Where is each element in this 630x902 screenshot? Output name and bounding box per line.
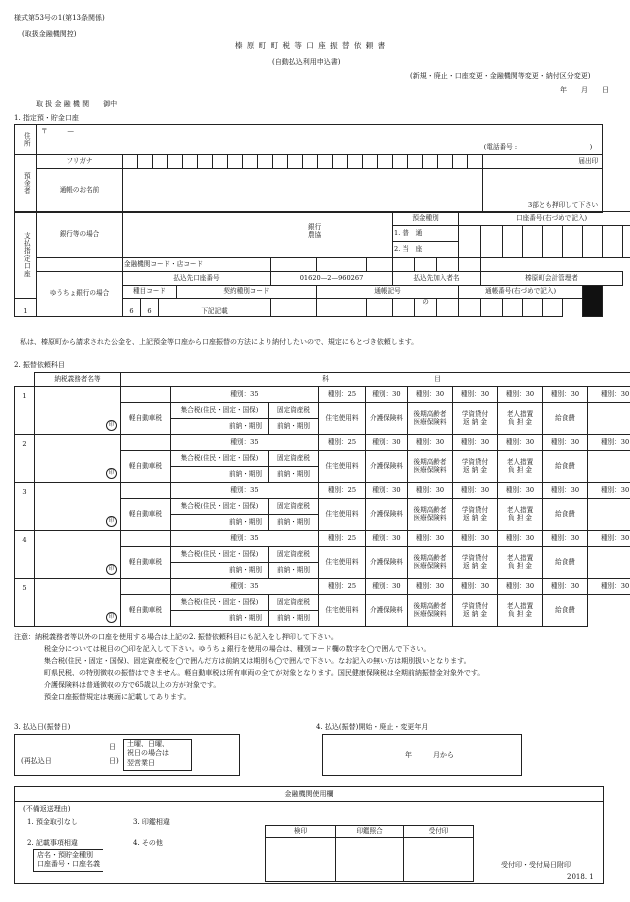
zennou-kibetsu[interactable]: 前納・期別 [171, 563, 269, 579]
code-30[interactable]: 種別：30 [408, 531, 453, 547]
zennou-kibetsu[interactable]: 前納・期別 [171, 419, 269, 435]
code-30[interactable]: 種別：30 [543, 387, 588, 403]
kaigo-premium[interactable]: 介護保険料 [366, 451, 408, 483]
taxpayer-name-field[interactable] [35, 387, 121, 435]
code-30[interactable]: 種別：30 [366, 387, 408, 403]
reason-3: 3. 印鑑相違 [133, 818, 170, 826]
code-30[interactable]: 種別：30 [543, 531, 588, 547]
bank-code-label: 金融機関コード・店コード [123, 258, 271, 272]
deposit-type-toza[interactable]: 2. 当 座 [393, 242, 459, 258]
depositor-table [14, 124, 603, 213]
section4-title: 4. 払込(振替)開始・廃止・変更年月 [316, 723, 429, 731]
rojin-charge[interactable]: 老人措置 負 担 金 [498, 595, 543, 627]
kotei-tax[interactable]: 固定資産税 [269, 499, 319, 515]
copy-note: (取扱金融機関控) [22, 30, 77, 38]
kyushoku-fee[interactable]: 給食費 [543, 499, 588, 531]
jutaku-fee[interactable]: 住宅使用料 [319, 499, 366, 531]
blank-cell [121, 579, 171, 595]
type-code-digit: 1 [15, 299, 37, 317]
reason-2b: 口座番号・口座名義 [37, 860, 100, 869]
form-number: 様式第53号の1(第13条関係) [14, 14, 105, 22]
taxpayer-name-field[interactable] [35, 483, 121, 531]
kotei-tax[interactable]: 固定資産税 [269, 595, 319, 611]
jutaku-fee[interactable]: 住宅使用料 [319, 547, 366, 579]
passbook-no-label: 通帳番号(右づめで記入) [459, 286, 583, 299]
request-types: (新規・廃止・口座変更・金融機関等変更・納付区分変更) [410, 72, 591, 80]
taxpayer-name-field[interactable] [35, 531, 121, 579]
code-30[interactable]: 種別：30 [543, 483, 588, 499]
phone-field[interactable]: (電話番号 : ) [483, 143, 593, 152]
kaigo-premium[interactable]: 介護保険料 [366, 499, 408, 531]
type-code-digit: 6 [141, 299, 159, 317]
code-30[interactable]: 種別：30 [498, 531, 543, 547]
code-30[interactable]: 種別：30 [588, 531, 630, 547]
rojin-charge[interactable]: 老人措置 負 担 金 [498, 499, 543, 531]
code-30[interactable]: 種別：30 [498, 483, 543, 499]
no-char: の [415, 299, 437, 317]
zennou-kibetsu[interactable]: 前納・期別 [171, 515, 269, 531]
shugo-tax[interactable]: 集合税(住民・固定・国保) [171, 403, 269, 419]
furigana-label: フリガナ [37, 155, 123, 169]
payee-account-no: 01620—2—960267 [271, 272, 393, 286]
code-30[interactable]: 種別：30 [366, 435, 408, 451]
row-number: 2 [15, 435, 35, 483]
address-field[interactable] [37, 125, 603, 155]
code-30[interactable]: 種別：30 [408, 387, 453, 403]
section2-title: 2. 振替依頼科目 [14, 361, 65, 369]
seal-mark: 印 [106, 612, 117, 623]
kyushoku-fee[interactable]: 給食費 [543, 451, 588, 483]
code-35[interactable]: 種別：35 [171, 531, 319, 547]
code-30[interactable]: 種別：30 [543, 579, 588, 595]
zennou-kibetsu[interactable]: 前納・期別 [269, 419, 319, 435]
code-30[interactable]: 種別：30 [408, 579, 453, 595]
bank-use-title: 金融機関使用欄 [15, 787, 603, 802]
code-25[interactable]: 種別：25 [319, 579, 366, 595]
account-name-label: 通帳のお名前 [37, 169, 123, 213]
reason-1: 1. 預金取引なし [27, 818, 78, 826]
transfer-items-table [14, 372, 630, 627]
shugo-tax[interactable]: 集合税(住民・固定・国保) [171, 547, 269, 563]
uketsuke-box[interactable] [404, 838, 474, 882]
koki-premium[interactable]: 後期高齢者 医療保険料 [408, 595, 453, 627]
seal-note[interactable]: 3部とも押印して下さい [483, 169, 603, 213]
koki-premium[interactable]: 後期高齢者 医療保険料 [408, 403, 453, 435]
type-code-digit: 6 [123, 299, 141, 317]
koki-premium[interactable]: 後期高齢者 医療保険料 [408, 451, 453, 483]
code-25[interactable]: 種別：25 [319, 435, 366, 451]
code-30[interactable]: 種別：30 [453, 483, 498, 499]
code-30[interactable]: 種別：30 [498, 387, 543, 403]
reason-2: 2. 記載事項相違 [27, 839, 78, 847]
zennou-kibetsu[interactable]: 前納・期別 [269, 563, 319, 579]
code-30[interactable]: 種別：30 [408, 435, 453, 451]
addressee: 取 扱 金 融 機 関 御中 [36, 100, 118, 108]
gakushi-repay[interactable]: 学資貸付 返 納 金 [453, 595, 498, 627]
blank-cell [121, 435, 171, 451]
gakushi-repay[interactable]: 学資貸付 返 納 金 [453, 499, 498, 531]
blank-cell [121, 483, 171, 499]
code-35[interactable]: 種別：35 [171, 435, 319, 451]
seal-mark: 印 [106, 564, 117, 575]
section3-title: 3. 払込日(振替日) [14, 723, 71, 731]
depositor-label: 預金者 [15, 155, 37, 213]
code-30[interactable]: 種別：30 [408, 483, 453, 499]
seal-mark: 印 [106, 468, 117, 479]
seal-label: 届出印 [483, 155, 603, 169]
account-no-label: 口座番号(右づめで記入) [459, 212, 630, 226]
items-header: 科 目 [121, 373, 630, 387]
koki-premium[interactable]: 後期高齢者 医療保険料 [408, 547, 453, 579]
code-30[interactable]: 種別：30 [498, 579, 543, 595]
zennou-kibetsu[interactable]: 前納・期別 [269, 611, 319, 627]
rojin-charge[interactable]: 老人措置 負 担 金 [498, 451, 543, 483]
kaigo-premium[interactable]: 介護保険料 [366, 403, 408, 435]
contract-code-note: 下記記載 [159, 299, 271, 317]
code-35[interactable]: 種別：35 [171, 579, 319, 595]
code-30[interactable]: 種別：30 [588, 387, 630, 403]
kaigo-premium[interactable]: 介護保険料 [366, 547, 408, 579]
code-30[interactable]: 種別：30 [366, 579, 408, 595]
shugo-tax[interactable]: 集合税(住民・固定・国保) [171, 499, 269, 515]
rojin-charge[interactable]: 老人措置 負 担 金 [498, 403, 543, 435]
code-25[interactable]: 種別：25 [319, 531, 366, 547]
address-label: 住所 [15, 125, 37, 155]
code-30[interactable]: 種別：30 [453, 579, 498, 595]
code-30[interactable]: 種別：30 [366, 483, 408, 499]
form-subtitle: (自動払込利用申込書) [272, 58, 341, 66]
form-version: 2018. 1 [567, 873, 594, 881]
row-number: 1 [15, 387, 35, 435]
section1-title: 1. 指定預・貯金口座 [14, 114, 79, 122]
inkan-box[interactable] [336, 838, 404, 882]
shugo-tax[interactable]: 集合税(住民・固定・国保) [171, 595, 269, 611]
receipt-date-stamp-label: 受付印・受付局日附印 [501, 861, 571, 869]
inkan-label: 印鑑照合 [336, 826, 404, 838]
zennou-kibetsu[interactable]: 前納・期別 [269, 467, 319, 483]
note-line: 預金口座振替規定は裏面に記載してあります。 [44, 693, 191, 701]
blank-cell [121, 531, 171, 547]
rojin-charge[interactable]: 老人措置 負 担 金 [498, 547, 543, 579]
note-line: 町県民税、の特別徴収の振替はできません。軽自動車税は所有車両の全てが対象となります。国民健康保険税は全期前納振替金対象外です。 [44, 669, 485, 677]
zennou-kibetsu[interactable]: 前納・期別 [269, 515, 319, 531]
note-line: 集合税(住民・固定・国保)、固定資産税を◯で囲んだ方は前納又は期別も◯で囲んで下さい。なお記入の無い方は期別扱いとなります。 [44, 657, 471, 665]
payee-account-label: 払込先口座番号 [123, 272, 271, 286]
zennou-kibetsu[interactable]: 前納・期別 [171, 467, 269, 483]
uketsuke-label: 受付印 [404, 826, 474, 838]
taxpayer-header: 納税義務者名等 [35, 373, 121, 387]
deposit-type-futsu[interactable]: 1. 普 通 [393, 226, 459, 242]
consent-text: 私は、榛原町から請求された公金を、上記預金等口座から口座振替の方法により納付したいので、規定にもとづき依頼します。 [20, 338, 419, 346]
jutaku-fee[interactable]: 住宅使用料 [319, 451, 366, 483]
kei-jidosha-tax[interactable]: 軽自動車税 [121, 499, 171, 531]
reason-2a: 店名・預貯金種別 [37, 851, 93, 859]
kenin-label: 検印 [266, 826, 336, 838]
account-name-field[interactable] [123, 169, 483, 213]
designated-account-label: 支払指定口座 [15, 212, 37, 299]
code-35[interactable]: 種別：35 [171, 387, 319, 403]
kenin-box[interactable] [266, 838, 336, 882]
kotei-tax[interactable]: 固定資産税 [269, 547, 319, 563]
note-line: 税金分については税目の◯印を記入して下さい。ゆうちょ銀行を使用の場合は、種別コード欄の数字を◯で囲んで下さい。 [44, 645, 431, 653]
code-35[interactable]: 種別：35 [171, 483, 319, 499]
repay-label: (再払込日 [21, 757, 52, 765]
stamp-table [265, 825, 474, 882]
kotei-tax[interactable]: 固定資産税 [269, 451, 319, 467]
payee-name: 榛原町会計管理者 [481, 272, 623, 286]
code-30[interactable]: 種別：30 [588, 435, 630, 451]
holiday-note: 土曜、日曜、 祝日の場合は 翌営業日 [123, 739, 192, 771]
jutaku-fee[interactable]: 住宅使用料 [319, 595, 366, 627]
kotei-tax[interactable]: 固定資産税 [269, 403, 319, 419]
jutaku-fee[interactable]: 住宅使用料 [319, 403, 366, 435]
code-25[interactable]: 種別：25 [319, 483, 366, 499]
kei-jidosha-tax[interactable]: 軽自動車税 [121, 595, 171, 627]
bank-kind: 銀行 農協 [308, 223, 322, 239]
request-date: 年 月 日 [560, 86, 609, 94]
kaigo-premium[interactable]: 介護保険料 [366, 595, 408, 627]
bank-use-area [14, 786, 604, 884]
form-title: 榛 原 町 町 税 等 口 座 振 替 依 頼 書 [235, 41, 387, 50]
day-label-2: 日) [109, 757, 119, 765]
kyushoku-fee[interactable]: 給食費 [543, 403, 588, 435]
code-30[interactable]: 種別：30 [498, 435, 543, 451]
type-code-label: 種目コード [123, 286, 177, 299]
note-line: 注意：納税義務者等以外の口座を使用する場合は上記の2. 振替依頼科目にも記入をし押印して下さい。 [14, 633, 338, 641]
kyushoku-fee[interactable]: 給食費 [543, 547, 588, 579]
reason-2-details [33, 849, 103, 872]
shugo-tax[interactable]: 集合税(住民・固定・国保) [171, 451, 269, 467]
start-month-value: 年 月から [405, 751, 454, 759]
kei-jidosha-tax[interactable]: 軽自動車税 [121, 403, 171, 435]
payee-name-label: 払込先加入者名 [393, 272, 481, 286]
zennou-kibetsu[interactable]: 前納・期別 [171, 611, 269, 627]
note-line: 介護保険料は普通徴収の方で65歳以上の方が対象です。 [44, 681, 221, 689]
kei-jidosha-tax[interactable]: 軽自動車税 [121, 547, 171, 579]
yucho-case-label: ゆうちょ銀行の場合 [37, 272, 123, 317]
seal-mark: 印 [106, 420, 117, 431]
code-30[interactable]: 種別：30 [543, 435, 588, 451]
transfer-day-box[interactable] [14, 734, 240, 776]
kyushoku-fee[interactable]: 給食費 [543, 595, 588, 627]
bank-name-field[interactable] [123, 212, 393, 258]
code-30[interactable]: 種別：30 [453, 531, 498, 547]
start-month-box[interactable] [322, 734, 522, 776]
code-30[interactable]: 種別：30 [588, 483, 630, 499]
bank-case-label: 銀行等の場合 [37, 212, 123, 258]
row-number: 3 [15, 483, 35, 531]
taxpayer-name-field[interactable] [35, 579, 121, 627]
day-label: 日 [109, 743, 116, 751]
postal-mark: 〒 — [41, 127, 74, 135]
contract-code-label: 契約種別コード [177, 286, 317, 299]
code-25[interactable]: 種別：25 [319, 387, 366, 403]
reason-4: 4. その他 [133, 839, 163, 847]
account-table [14, 211, 630, 317]
deposit-type-label: 預金種別 [393, 212, 459, 226]
gakushi-repay[interactable]: 学資貸付 返 納 金 [453, 403, 498, 435]
code-30[interactable]: 種別：30 [453, 387, 498, 403]
blank-cell [121, 387, 171, 403]
seal-mark: 印 [106, 516, 117, 527]
gakushi-repay[interactable]: 学資貸付 返 納 金 [453, 451, 498, 483]
row-number: 4 [15, 531, 35, 579]
code-30[interactable]: 種別：30 [588, 579, 630, 595]
koki-premium[interactable]: 後期高齢者 医療保険料 [408, 499, 453, 531]
black-block [583, 286, 603, 317]
code-30[interactable]: 種別：30 [453, 435, 498, 451]
passbook-symbol-label: 通帳記号 [317, 286, 459, 299]
return-reason-label: (不備返送理由) [23, 805, 71, 813]
taxpayer-name-field[interactable] [35, 435, 121, 483]
row-number: 5 [15, 579, 35, 627]
kei-jidosha-tax[interactable]: 軽自動車税 [121, 451, 171, 483]
gakushi-repay[interactable]: 学資貸付 返 納 金 [453, 547, 498, 579]
code-30[interactable]: 種別：30 [366, 531, 408, 547]
